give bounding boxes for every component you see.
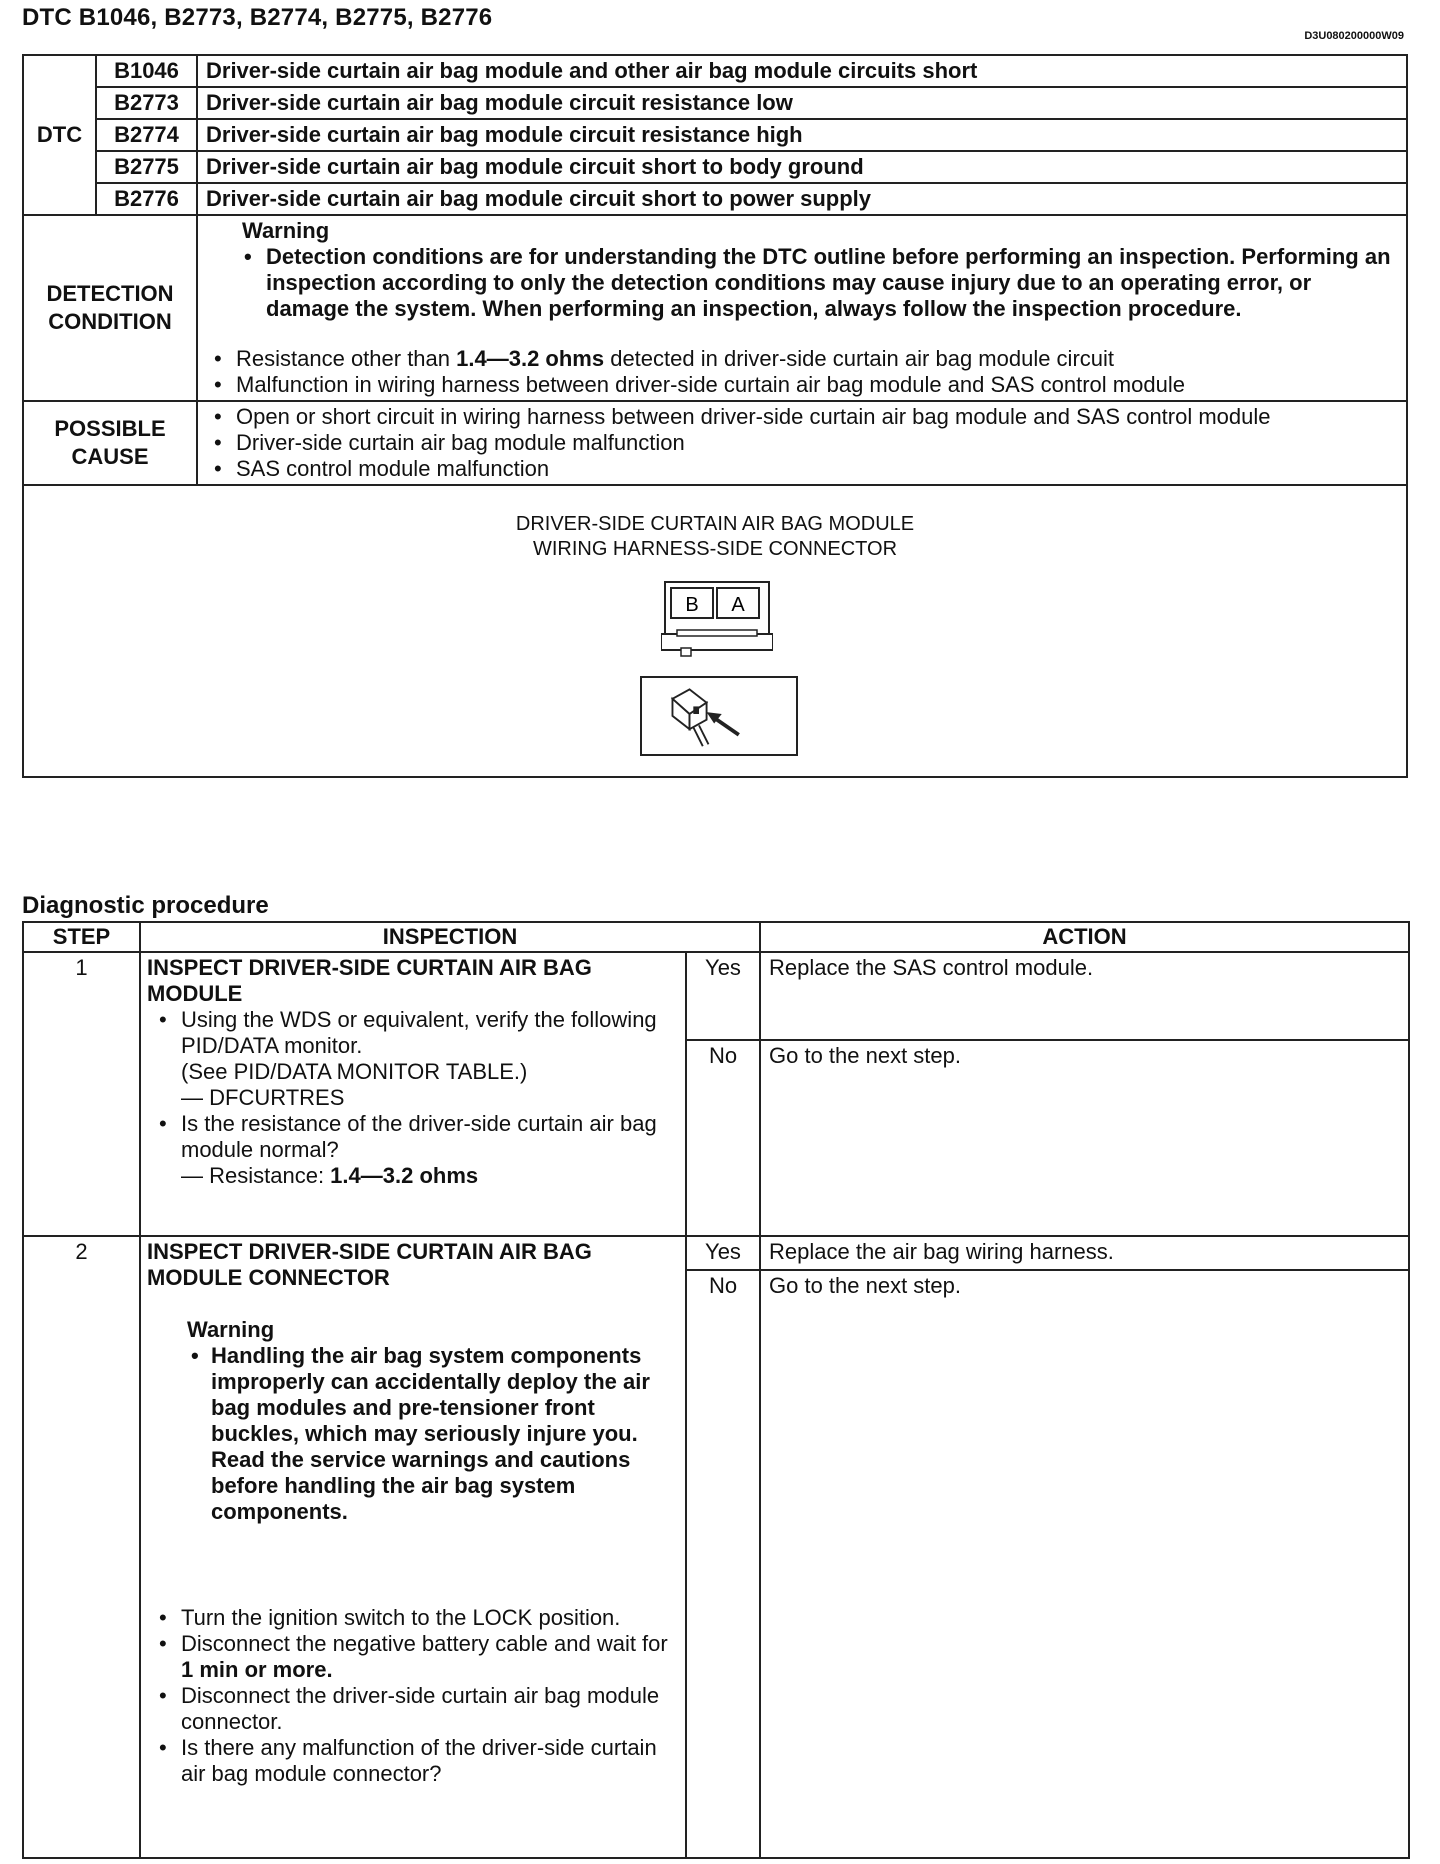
step-row xyxy=(23,952,1409,1040)
warning-heading: Warning xyxy=(242,218,330,243)
procedure-title: Diagnostic procedure xyxy=(22,892,269,919)
inspection-item: • Is there any malfunction of the driver-side curtain air bag module connector? xyxy=(147,1735,679,1787)
possible-cause-row xyxy=(23,401,1407,485)
document-id: D3U080200000W09 xyxy=(1304,30,1404,42)
step-number: 2 xyxy=(23,1236,140,1858)
yes-label: Yes xyxy=(686,952,760,1040)
possible-cause-label: POSSIBLE CAUSE xyxy=(23,401,197,485)
cause-item: • Open or short circuit in wiring harness between driver-side curtain air bag module and SAS control module xyxy=(212,404,1394,430)
dtc-description: Driver-side curtain air bag module circuit resistance high xyxy=(197,119,1407,151)
no-action: Go to the next step. xyxy=(760,1270,1409,1858)
detection-condition-row xyxy=(23,215,1407,401)
step-inspection xyxy=(140,952,686,1236)
inspection-item: • Is the resistance of the driver-side curtain air bag module normal? — Resistance: 1.4—3.2 ohms xyxy=(147,1111,679,1189)
possible-cause-content xyxy=(197,401,1407,485)
dtc-info-table xyxy=(22,54,1408,778)
connector-diagram xyxy=(23,485,1407,777)
terminal-a-label: A xyxy=(731,594,745,616)
connector-icon xyxy=(661,578,773,658)
inspection-item: • Turn the ignition switch to the LOCK position. xyxy=(147,1605,679,1631)
dtc-code: B2774 xyxy=(96,119,197,151)
diagnostic-procedure-table xyxy=(22,921,1410,1859)
dtc-code: B2775 xyxy=(96,151,197,183)
no-label: No xyxy=(686,1040,760,1236)
inspection-header: INSPECTION xyxy=(140,922,760,952)
step-inspection xyxy=(140,1236,686,1858)
probe-icon-box xyxy=(640,676,798,756)
cause-item: • SAS control module malfunction xyxy=(212,456,1394,482)
dtc-description: Driver-side curtain air bag module and other air bag module circuits short xyxy=(197,55,1407,87)
procedure-header-row xyxy=(23,922,1409,952)
detection-item: • Malfunction in wiring harness between driver-side curtain air bag module and SAS control module xyxy=(212,372,1394,398)
diagram-row xyxy=(23,485,1407,777)
detection-condition-content xyxy=(197,215,1407,401)
step-number: 1 xyxy=(23,952,140,1236)
yes-label: Yes xyxy=(686,1236,760,1270)
probe-insertion-icon xyxy=(642,678,792,750)
dtc-code: B2773 xyxy=(96,87,197,119)
warning-text: • Handling the air bag system components improperly can accidentally deploy the air bag modules and pre-tensioner front buckles, which may seriously injure you. Read the service warnings and cautions before handling the air bag system components. xyxy=(147,1343,679,1525)
cause-item: • Driver-side curtain air bag module malfunction xyxy=(212,430,1394,456)
dtc-description: Driver-side curtain air bag module circuit short to power supply xyxy=(197,183,1407,215)
dtc-label: DTC xyxy=(23,55,96,215)
yes-action: Replace the SAS control module. xyxy=(760,952,1409,1040)
cause-list xyxy=(212,404,1394,482)
warning-list xyxy=(212,244,1394,322)
warning-heading: Warning xyxy=(187,1317,275,1342)
inspection-item: • Disconnect the negative battery cable and wait for 1 min or more. xyxy=(147,1631,679,1683)
step-title: INSPECT DRIVER-SIDE CURTAIN AIR BAG MODULE CONNECTOR xyxy=(147,1239,592,1290)
dtc-code: B2776 xyxy=(96,183,197,215)
no-action: Go to the next step. xyxy=(760,1040,1409,1236)
dtc-code: B1046 xyxy=(96,55,197,87)
step-header: STEP xyxy=(23,922,140,952)
terminal-b-label: B xyxy=(685,594,699,616)
dtc-row xyxy=(23,183,1407,215)
no-label: No xyxy=(686,1270,760,1858)
inspection-item: • Disconnect the driver-side curtain air bag module connector. xyxy=(147,1683,679,1735)
dtc-row xyxy=(23,87,1407,119)
warning-text: • Detection conditions are for understanding the DTC outline before performing an inspection. Performing an inspection according to only the detection conditions may cause injury due to an operating error, or damage the system. When performing an inspection, always follow the inspection procedure. xyxy=(242,244,1394,322)
dtc-description: Driver-side curtain air bag module circuit short to body ground xyxy=(197,151,1407,183)
step-title: INSPECT DRIVER-SIDE CURTAIN AIR BAG MODULE xyxy=(147,955,592,1006)
inspection-item: • Using the WDS or equivalent, verify the following PID/DATA monitor. (See PID/DATA MONITOR TABLE.) — DFCURTRES xyxy=(147,1007,679,1111)
dtc-row xyxy=(23,55,1407,87)
dtc-row xyxy=(23,151,1407,183)
action-header: ACTION xyxy=(760,922,1409,952)
dtc-row xyxy=(23,119,1407,151)
page-title: DTC B1046, B2773, B2774, B2775, B2776 xyxy=(22,4,493,31)
detection-condition-label: DETECTION CONDITION xyxy=(23,215,197,401)
detection-list xyxy=(212,346,1394,398)
dtc-description: Driver-side curtain air bag module circuit resistance low xyxy=(197,87,1407,119)
yes-action: Replace the air bag wiring harness. xyxy=(760,1236,1409,1270)
step-row xyxy=(23,1236,1409,1270)
detection-item: • Resistance other than 1.4—3.2 ohms detected in driver-side curtain air bag module circuit xyxy=(212,346,1394,372)
diagram-caption: DRIVER-SIDE CURTAIN AIR BAG MODULE WIRING HARNESS-SIDE CONNECTOR xyxy=(515,513,915,560)
